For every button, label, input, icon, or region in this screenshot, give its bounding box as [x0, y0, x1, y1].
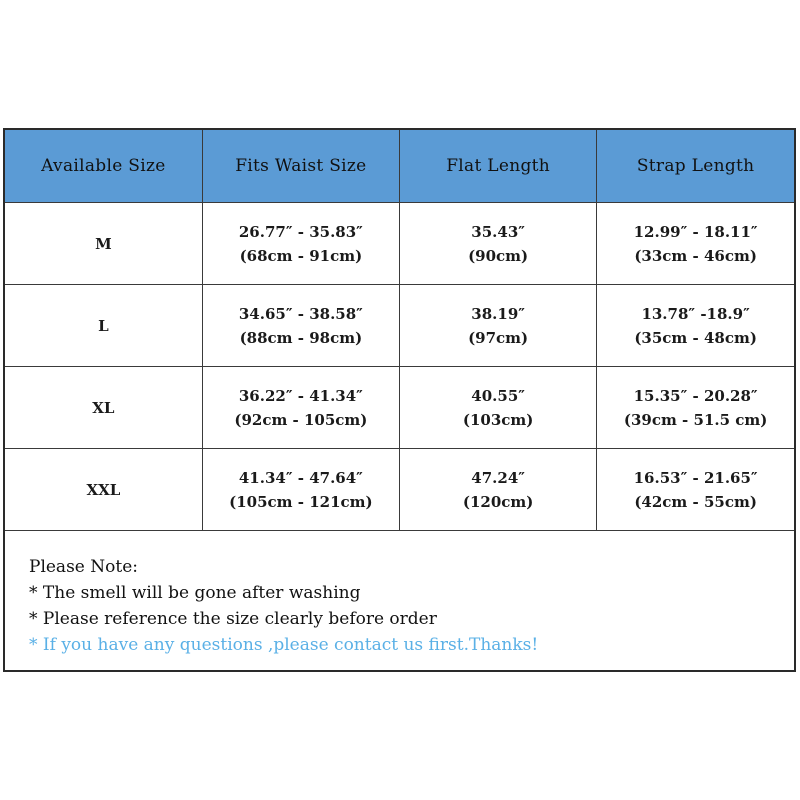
strap-inches: 12.99″ - 18.11″ [633, 222, 758, 241]
waist-cm: (92cm - 105cm) [234, 410, 368, 429]
flat-inches: 38.19″ [471, 304, 525, 323]
flat-inches: 47.24″ [471, 468, 525, 487]
flat-cm: (103cm) [462, 410, 534, 429]
strap-cell [597, 367, 794, 449]
strap-cell [597, 285, 794, 367]
strap-inches: 15.35″ - 20.28″ [633, 386, 758, 405]
note-item-contact: * If you have any questions ,please contact us first.Thanks! [29, 635, 539, 655]
waist-inches: 41.34″ - 47.64″ [238, 468, 363, 487]
flat-cell [400, 285, 597, 367]
waist-cell [202, 203, 399, 285]
size-cell: XL [5, 367, 202, 449]
strap-cm: (39cm - 51.5 cm) [623, 410, 768, 429]
flat-inches: 35.43″ [471, 222, 525, 241]
size-cell: L [5, 285, 202, 367]
strap-cm: (33cm - 46cm) [634, 246, 757, 265]
waist-cm: (105cm - 121cm) [229, 492, 373, 511]
note-item: * The smell will be gone after washing [29, 583, 361, 603]
strap-inches: 16.53″ - 21.65″ [633, 468, 758, 487]
flat-cell [400, 203, 597, 285]
strap-cell [597, 203, 794, 285]
waist-cell [202, 449, 399, 531]
flat-cm: (90cm) [468, 246, 529, 265]
size-cell: XXL [5, 449, 202, 531]
flat-cm: (97cm) [468, 328, 529, 347]
size-cell: M [5, 203, 202, 285]
header-fits-waist-size: Fits Waist Size [202, 130, 399, 203]
flat-cell [400, 449, 597, 531]
table-row [5, 367, 794, 449]
size-chart [3, 128, 796, 672]
strap-cell [597, 449, 794, 531]
strap-inches: 13.78″ -18.9″ [641, 304, 750, 323]
flat-cm: (120cm) [462, 492, 534, 511]
header-strap-length: Strap Length [597, 130, 794, 203]
waist-cm: (68cm - 91cm) [239, 246, 363, 265]
waist-inches: 26.77″ - 35.83″ [238, 222, 363, 241]
flat-inches: 40.55″ [471, 386, 525, 405]
header-flat-length: Flat Length [400, 130, 597, 203]
strap-cm: (35cm - 48cm) [634, 328, 757, 347]
notes-section [29, 554, 538, 658]
waist-inches: 36.22″ - 41.34″ [238, 386, 363, 405]
table-row [5, 203, 794, 285]
notes-title: Please Note: [29, 557, 138, 577]
waist-cell [202, 285, 399, 367]
flat-cell [400, 367, 597, 449]
waist-cell [202, 367, 399, 449]
note-item: * Please reference the size clearly before order [29, 609, 437, 629]
table-row [5, 449, 794, 531]
table-header-row [5, 130, 794, 203]
strap-cm: (42cm - 55cm) [634, 492, 757, 511]
waist-cm: (88cm - 98cm) [239, 328, 363, 347]
header-available-size: Available Size [5, 130, 202, 203]
waist-inches: 34.65″ - 38.58″ [238, 304, 363, 323]
size-table [5, 130, 794, 531]
table-row [5, 285, 794, 367]
